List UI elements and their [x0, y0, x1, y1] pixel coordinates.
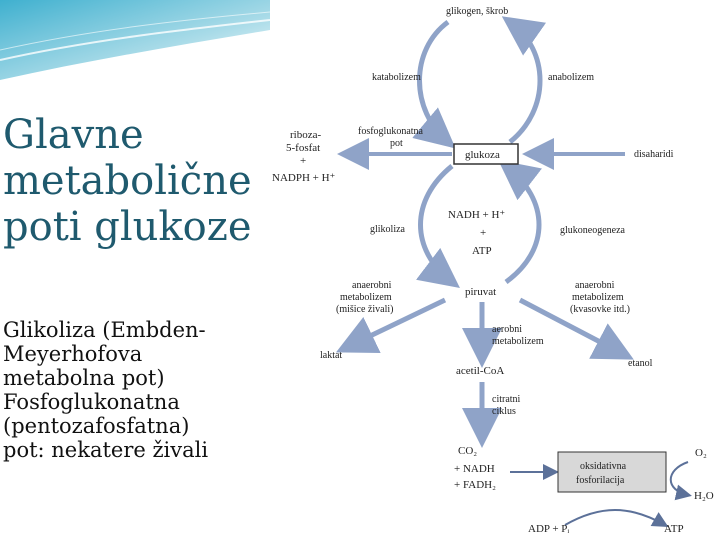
label-etanol: etanol: [628, 358, 653, 369]
label-acetil: acetil-CoA: [456, 365, 505, 377]
label-co2: CO₂: [458, 445, 478, 457]
label-glikoliza: glikoliza: [370, 224, 405, 235]
label-aerobni-1: aerobni: [492, 324, 522, 335]
katabolizem-arrow: [420, 22, 449, 142]
glikoliza-arrow: [421, 166, 453, 282]
body-line: Glikoliza (Embden-: [3, 318, 206, 342]
label-nadh-2: + NADH: [454, 463, 495, 475]
label-plus-1: +: [300, 155, 307, 167]
label-fosfo-1: fosfoglukonatna: [358, 126, 423, 137]
body-line: pot: nekatere živali: [3, 438, 209, 462]
label-oksidativna: oksidativna: [580, 461, 627, 472]
label-anaerobni-right-3: (kvasovke itd.): [570, 304, 630, 315]
title-line: Glavne: [3, 112, 144, 158]
label-glikogen: glikogen, škrob: [446, 6, 509, 17]
label-plus-2: +: [480, 227, 487, 239]
label-riboza-2: 5-fosfat: [286, 142, 321, 154]
label-anaerobni-left-2: metabolizem: [340, 292, 392, 303]
label-anaerobni-left-3: (mišice živali): [336, 304, 394, 315]
label-glukoneogeneza: glukoneogeneza: [560, 225, 625, 236]
body-line: Fosfoglukonatna: [3, 390, 180, 414]
oksidativna-fosforilacija-box: [558, 452, 666, 492]
glucose-pathway-diagram: [270, 0, 720, 540]
left-panel: [0, 0, 270, 540]
body-line: Meyerhofova: [3, 342, 143, 366]
label-riboza-1: riboza-: [290, 129, 322, 141]
label-fosforilacija: fosforilacija: [576, 475, 625, 486]
label-adp: ADP + Pᵢ: [528, 523, 570, 535]
label-fosfo-2: pot: [390, 138, 403, 149]
slide-body: [3, 318, 268, 462]
label-atp-2: ATP: [664, 523, 684, 535]
label-anaerobni-right-2: metabolizem: [572, 292, 624, 303]
label-anaerobni-left-1: anaerobni: [352, 280, 392, 291]
label-citratni-2: ciklus: [492, 406, 516, 417]
label-atp: ATP: [472, 245, 492, 257]
o2-h2o-arrow: [671, 462, 688, 495]
adp-atp-arrow: [565, 510, 665, 525]
title-line: poti glukoze: [3, 204, 252, 250]
glukoneogeneza-arrow: [506, 166, 539, 282]
title-line: metabolične: [3, 158, 252, 204]
corner-decoration: [0, 0, 270, 80]
label-piruvat: piruvat: [465, 286, 497, 298]
label-aerobni-2: metabolizem: [492, 336, 544, 347]
label-glukoza: glukoza: [465, 149, 500, 161]
label-laktat: laktat: [320, 350, 343, 361]
label-citratni-1: citratni: [492, 394, 521, 405]
label-anaerobni-right-1: anaerobni: [575, 280, 615, 291]
label-anabolizem: anabolizem: [548, 72, 595, 83]
label-disaharidi: disaharidi: [634, 149, 674, 160]
label-nadh: NADH + H⁺: [448, 209, 506, 221]
anabolizem-arrow: [510, 22, 540, 142]
label-h2o: H₂O: [694, 490, 714, 502]
body-line: (pentozafosfatna): [3, 414, 190, 438]
slide-title: [3, 112, 252, 250]
label-fadh2: + FADH₂: [454, 479, 496, 491]
label-nadph: NADPH + H⁺: [272, 172, 336, 184]
label-katabolizem: katabolizem: [372, 72, 421, 83]
body-line: metabolna pot): [3, 366, 165, 390]
label-o2: O₂: [695, 447, 707, 459]
